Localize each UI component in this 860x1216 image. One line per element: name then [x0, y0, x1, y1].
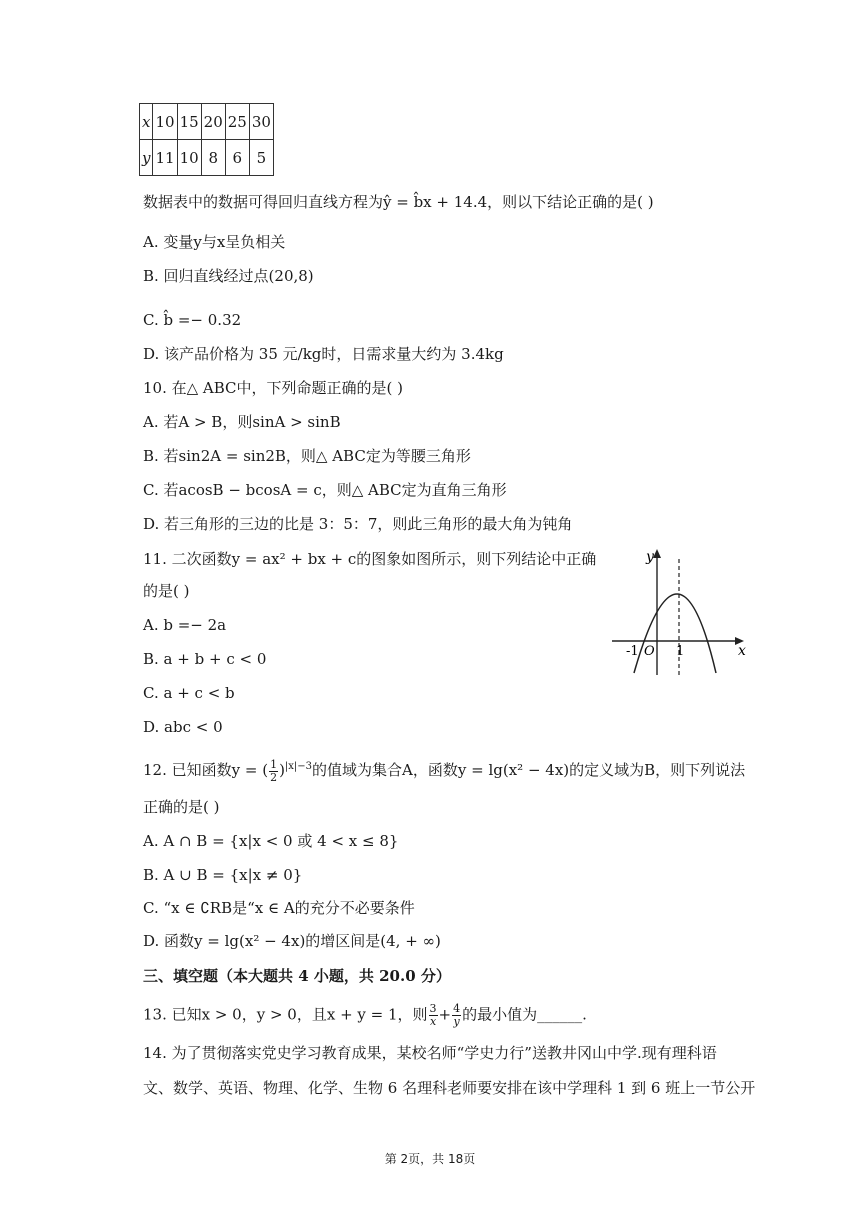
origin-label: O [644, 644, 655, 659]
table-cell: 10 [153, 104, 177, 140]
q10-option-a: A. 若A > B，则sinA > sinB [143, 413, 341, 431]
q9-option-c: C. b̂ =− 0.32 [143, 311, 242, 329]
table-cell: 5 [249, 140, 273, 176]
q12-fraction [269, 759, 278, 784]
table-cell: 11 [153, 140, 177, 176]
fraction-numerator: 4 [453, 1002, 461, 1015]
q9-option-d: D. 该产品价格为 35 元/kg时，日需求量大约为 3.4kg [143, 345, 504, 363]
table-row-x [140, 104, 274, 140]
table-cell: y [140, 140, 153, 176]
table-cell: 15 [177, 104, 201, 140]
q12-option-a: A. A ∩ B = {x|x < 0 或 4 < x ≤ 8} [143, 832, 399, 850]
q12-option-b: B. A ∪ B = {x|x ≠ 0} [143, 866, 303, 884]
q12-stem-part1: 12. 已知函数y = ( [143, 761, 269, 779]
q13-plus: + [438, 1005, 452, 1024]
fraction-denominator: 2 [270, 770, 278, 784]
q10-option-c: C. 若acosB − bcosA = c，则△ ABC定为直角三角形 [143, 481, 507, 499]
q11-option-a: A. b =− 2a [143, 616, 227, 634]
fraction-numerator: 1 [270, 757, 278, 771]
q13-fraction-1 [429, 1003, 438, 1028]
q14-stem-line1: 14. 为了贯彻落实党史学习教育成果，某校名师“学史力行”送教井冈山中学.现有理科语 [143, 1044, 717, 1062]
y-axis-label: y [646, 549, 654, 565]
q12-option-d: D. 函数y = lg(x² − 4x)的增区间是(4, + ∞) [143, 932, 441, 950]
q14-stem-line2: 文、数学、英语、物理、化学、生物 6 名理科老师要安排在该中学理科 1 到 6 班上一节公开 [143, 1079, 756, 1097]
q11-stem-line1: 11. 二次函数y = ax² + bx + c的图象如图所示，则下列结论中正确 [143, 550, 597, 568]
data-table [139, 103, 274, 176]
table-row-y [140, 140, 274, 176]
q10-stem: 10. 在△ ABC中，下列命题正确的是( ) [143, 379, 404, 397]
fraction-denominator: x [429, 1015, 437, 1028]
q10-option-b: B. 若sin2A = sin2B，则△ ABC定为等腰三角形 [143, 447, 471, 465]
fraction-numerator: 3 [429, 1002, 437, 1015]
q11-option-b: B. a + b + c < 0 [143, 650, 267, 668]
table-cell: 10 [177, 140, 201, 176]
q11-option-d: D. abc < 0 [143, 718, 223, 736]
table-cell: 25 [225, 104, 249, 140]
q12-stem-line2: 正确的是( ) [143, 798, 220, 816]
table-cell: 6 [225, 140, 249, 176]
q9-option-a: A. 变量y与x呈负相关 [143, 233, 286, 251]
q12-option-c: C. “x ∈ ∁RB是“x ∈ A的充分不必要条件 [143, 899, 415, 917]
q13-part2: 的最小值为______. [462, 1005, 587, 1024]
x-axis-label: x [738, 643, 746, 659]
tick-label-one: 1 [676, 644, 685, 659]
q13-stem [143, 1003, 587, 1028]
q9-stem: 数据表中的数据可得回归直线方程为ŷ = b̂x + 14.4，则以下结论正确的是( ) [143, 193, 654, 211]
q12-stem-line1: 12. 已知函数y = ( $\frac{1}{2}$ )$^{|x|-3}$的值域为集合A，函数y = lg(x² − 4x)的定义域为B，则下列说法 [143, 757, 746, 784]
tick-label-neg-one: -1 [626, 644, 639, 659]
table-cell: 30 [249, 104, 273, 140]
y-axis-arrow [653, 549, 661, 558]
page-footer: 第 2页，共 18页 [384, 1152, 476, 1166]
q10-option-d: D. 若三角形的三边的比是 3：5：7，则此三角形的最大角为钝角 [143, 515, 573, 533]
q13-part1: 13. 已知x > 0，y > 0，且x + y = 1，则 [143, 1005, 428, 1024]
q11-stem-line2: 的是( ) [143, 582, 190, 600]
parabola-curve [634, 594, 716, 673]
table-cell: 8 [201, 140, 225, 176]
table-cell: x [140, 104, 153, 140]
parabola-graph [608, 545, 750, 679]
q13-fraction-2 [452, 1003, 461, 1028]
section-heading: 三、填空题（本大题共 4 小题，共 20.0 分） [143, 967, 451, 985]
q12-exponent: |x|−3 [284, 761, 313, 772]
q9-option-b: B. 回归直线经过点(20,8) [143, 267, 314, 285]
table-cell: 20 [201, 104, 225, 140]
fraction-denominator: y [453, 1015, 460, 1028]
q12-stem-part2: 的值域为集合A，函数y = lg(x² − 4x)的定义域为B，则下列说法 [312, 761, 746, 779]
q11-option-c: C. a + c < b [143, 684, 235, 702]
